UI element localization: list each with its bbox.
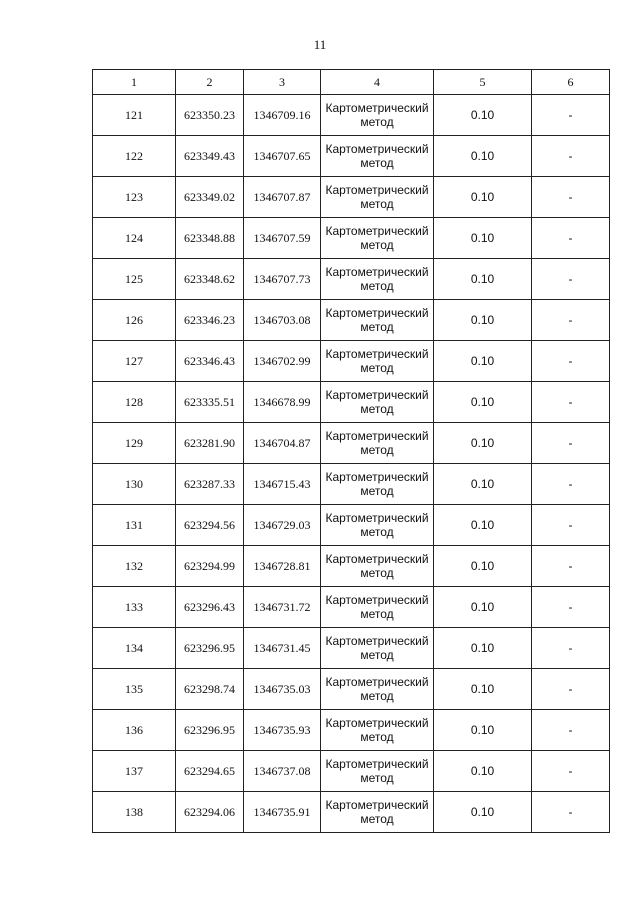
method-line: Картометрический <box>325 142 429 156</box>
accuracy-cell: 0.10 <box>434 177 532 218</box>
method-line: Картометрический <box>325 798 429 812</box>
method-line: Картометрический <box>325 757 429 771</box>
method-cell <box>321 710 434 751</box>
note-cell: - <box>532 710 610 751</box>
accuracy-cell: 0.10 <box>434 218 532 259</box>
y-coordinate-cell: 1346715.43 <box>244 464 321 505</box>
note-cell: - <box>532 382 610 423</box>
point-number-cell: 124 <box>93 218 176 259</box>
method-cell <box>321 341 434 382</box>
y-coordinate-cell: 1346731.45 <box>244 628 321 669</box>
x-coordinate-cell: 623298.74 <box>176 669 244 710</box>
point-number-cell: 138 <box>93 792 176 833</box>
y-coordinate-cell: 1346704.87 <box>244 423 321 464</box>
x-coordinate-cell: 623294.56 <box>176 505 244 546</box>
accuracy-cell: 0.10 <box>434 423 532 464</box>
method-cell <box>321 259 434 300</box>
note-cell: - <box>532 259 610 300</box>
method-line: метод <box>360 812 394 826</box>
y-coordinate-cell: 1346703.08 <box>244 300 321 341</box>
method-line: метод <box>360 320 394 334</box>
method-line: метод <box>360 607 394 621</box>
point-number-cell: 125 <box>93 259 176 300</box>
table-row <box>93 751 610 792</box>
x-coordinate-cell: 623349.02 <box>176 177 244 218</box>
y-coordinate-cell: 1346731.72 <box>244 587 321 628</box>
method-cell <box>321 628 434 669</box>
point-number-cell: 136 <box>93 710 176 751</box>
point-number-cell: 122 <box>93 136 176 177</box>
method-cell <box>321 136 434 177</box>
note-cell: - <box>532 792 610 833</box>
table-row <box>93 464 610 505</box>
note-cell: - <box>532 505 610 546</box>
note-cell: - <box>532 669 610 710</box>
accuracy-cell: 0.10 <box>434 546 532 587</box>
accuracy-cell: 0.10 <box>434 669 532 710</box>
method-line: метод <box>360 689 394 703</box>
method-line: метод <box>360 197 394 211</box>
method-line: Картометрический <box>325 183 429 197</box>
y-coordinate-cell: 1346707.87 <box>244 177 321 218</box>
point-number-cell: 127 <box>93 341 176 382</box>
method-cell <box>321 587 434 628</box>
method-line: Картометрический <box>325 388 429 402</box>
note-cell: - <box>532 341 610 382</box>
point-number-cell: 126 <box>93 300 176 341</box>
note-cell: - <box>532 218 610 259</box>
table-row <box>93 341 610 382</box>
y-coordinate-cell: 1346737.08 <box>244 751 321 792</box>
method-cell <box>321 218 434 259</box>
method-cell <box>321 177 434 218</box>
x-coordinate-cell: 623294.06 <box>176 792 244 833</box>
method-line: Картометрический <box>325 593 429 607</box>
page-number: 11 <box>313 37 327 52</box>
point-number-cell: 133 <box>93 587 176 628</box>
table-row <box>93 546 610 587</box>
method-cell <box>321 751 434 792</box>
x-coordinate-cell: 623346.43 <box>176 341 244 382</box>
method-line: метод <box>360 238 394 252</box>
method-line: метод <box>360 730 394 744</box>
method-cell <box>321 669 434 710</box>
x-coordinate-cell: 623348.88 <box>176 218 244 259</box>
point-number-cell: 123 <box>93 177 176 218</box>
note-cell: - <box>532 300 610 341</box>
column-header: 3 <box>244 70 321 95</box>
accuracy-cell: 0.10 <box>434 628 532 669</box>
x-coordinate-cell: 623287.33 <box>176 464 244 505</box>
method-line: Картометрический <box>325 552 429 566</box>
y-coordinate-cell: 1346735.03 <box>244 669 321 710</box>
column-header: 6 <box>532 70 610 95</box>
accuracy-cell: 0.10 <box>434 464 532 505</box>
table-row <box>93 505 610 546</box>
table-row <box>93 136 610 177</box>
method-line: Картометрический <box>325 716 429 730</box>
method-line: Картометрический <box>325 429 429 443</box>
y-coordinate-cell: 1346707.59 <box>244 218 321 259</box>
note-cell: - <box>532 587 610 628</box>
point-number-cell: 135 <box>93 669 176 710</box>
x-coordinate-cell: 623294.99 <box>176 546 244 587</box>
accuracy-cell: 0.10 <box>434 710 532 751</box>
method-cell <box>321 382 434 423</box>
method-line: Картометрический <box>325 511 429 525</box>
method-line: Картометрический <box>325 224 429 238</box>
note-cell: - <box>532 464 610 505</box>
table-row <box>93 300 610 341</box>
note-cell: - <box>532 136 610 177</box>
y-coordinate-cell: 1346728.81 <box>244 546 321 587</box>
method-line: Картометрический <box>325 470 429 484</box>
method-line: метод <box>360 156 394 170</box>
point-number-cell: 129 <box>93 423 176 464</box>
coordinates-table <box>92 69 610 833</box>
point-number-cell: 130 <box>93 464 176 505</box>
x-coordinate-cell: 623294.65 <box>176 751 244 792</box>
method-cell <box>321 546 434 587</box>
accuracy-cell: 0.10 <box>434 136 532 177</box>
method-cell <box>321 423 434 464</box>
column-header: 1 <box>93 70 176 95</box>
table-row <box>93 95 610 136</box>
method-cell <box>321 464 434 505</box>
column-header: 4 <box>321 70 434 95</box>
point-number-cell: 128 <box>93 382 176 423</box>
method-line: метод <box>360 443 394 457</box>
method-line: метод <box>360 402 394 416</box>
table-row <box>93 177 610 218</box>
y-coordinate-cell: 1346702.99 <box>244 341 321 382</box>
table-row <box>93 669 610 710</box>
point-number-cell: 134 <box>93 628 176 669</box>
table-row <box>93 587 610 628</box>
note-cell: - <box>532 95 610 136</box>
method-cell <box>321 505 434 546</box>
header-row <box>93 70 610 95</box>
table-row <box>93 382 610 423</box>
y-coordinate-cell: 1346707.65 <box>244 136 321 177</box>
x-coordinate-cell: 623296.95 <box>176 710 244 751</box>
method-line: метод <box>360 566 394 580</box>
accuracy-cell: 0.10 <box>434 382 532 423</box>
method-line: Картометрический <box>325 265 429 279</box>
point-number-cell: 131 <box>93 505 176 546</box>
x-coordinate-cell: 623281.90 <box>176 423 244 464</box>
point-number-cell: 137 <box>93 751 176 792</box>
point-number-cell: 121 <box>93 95 176 136</box>
x-coordinate-cell: 623346.23 <box>176 300 244 341</box>
note-cell: - <box>532 177 610 218</box>
y-coordinate-cell: 1346729.03 <box>244 505 321 546</box>
column-header: 5 <box>434 70 532 95</box>
note-cell: - <box>532 546 610 587</box>
note-cell: - <box>532 628 610 669</box>
accuracy-cell: 0.10 <box>434 300 532 341</box>
accuracy-cell: 0.10 <box>434 751 532 792</box>
method-line: Картометрический <box>325 306 429 320</box>
x-coordinate-cell: 623296.95 <box>176 628 244 669</box>
x-coordinate-cell: 623349.43 <box>176 136 244 177</box>
accuracy-cell: 0.10 <box>434 587 532 628</box>
y-coordinate-cell: 1346735.91 <box>244 792 321 833</box>
table-row <box>93 218 610 259</box>
column-header: 2 <box>176 70 244 95</box>
y-coordinate-cell: 1346709.16 <box>244 95 321 136</box>
method-cell <box>321 792 434 833</box>
method-cell <box>321 95 434 136</box>
x-coordinate-cell: 623348.62 <box>176 259 244 300</box>
accuracy-cell: 0.10 <box>434 95 532 136</box>
x-coordinate-cell: 623296.43 <box>176 587 244 628</box>
method-line: метод <box>360 115 394 129</box>
x-coordinate-cell: 623335.51 <box>176 382 244 423</box>
method-line: метод <box>360 361 394 375</box>
table-row <box>93 423 610 464</box>
table-row <box>93 792 610 833</box>
method-line: Картометрический <box>325 101 429 115</box>
method-line: Картометрический <box>325 634 429 648</box>
method-line: метод <box>360 525 394 539</box>
y-coordinate-cell: 1346707.73 <box>244 259 321 300</box>
method-line: Картометрический <box>325 675 429 689</box>
accuracy-cell: 0.10 <box>434 259 532 300</box>
method-line: метод <box>360 648 394 662</box>
accuracy-cell: 0.10 <box>434 341 532 382</box>
method-cell <box>321 300 434 341</box>
note-cell: - <box>532 751 610 792</box>
table-row <box>93 710 610 751</box>
method-line: метод <box>360 484 394 498</box>
method-line: метод <box>360 279 394 293</box>
y-coordinate-cell: 1346735.93 <box>244 710 321 751</box>
method-line: метод <box>360 771 394 785</box>
y-coordinate-cell: 1346678.99 <box>244 382 321 423</box>
accuracy-cell: 0.10 <box>434 792 532 833</box>
method-line: Картометрический <box>325 347 429 361</box>
table-row <box>93 259 610 300</box>
point-number-cell: 132 <box>93 546 176 587</box>
accuracy-cell: 0.10 <box>434 505 532 546</box>
x-coordinate-cell: 623350.23 <box>176 95 244 136</box>
note-cell: - <box>532 423 610 464</box>
table-row <box>93 628 610 669</box>
